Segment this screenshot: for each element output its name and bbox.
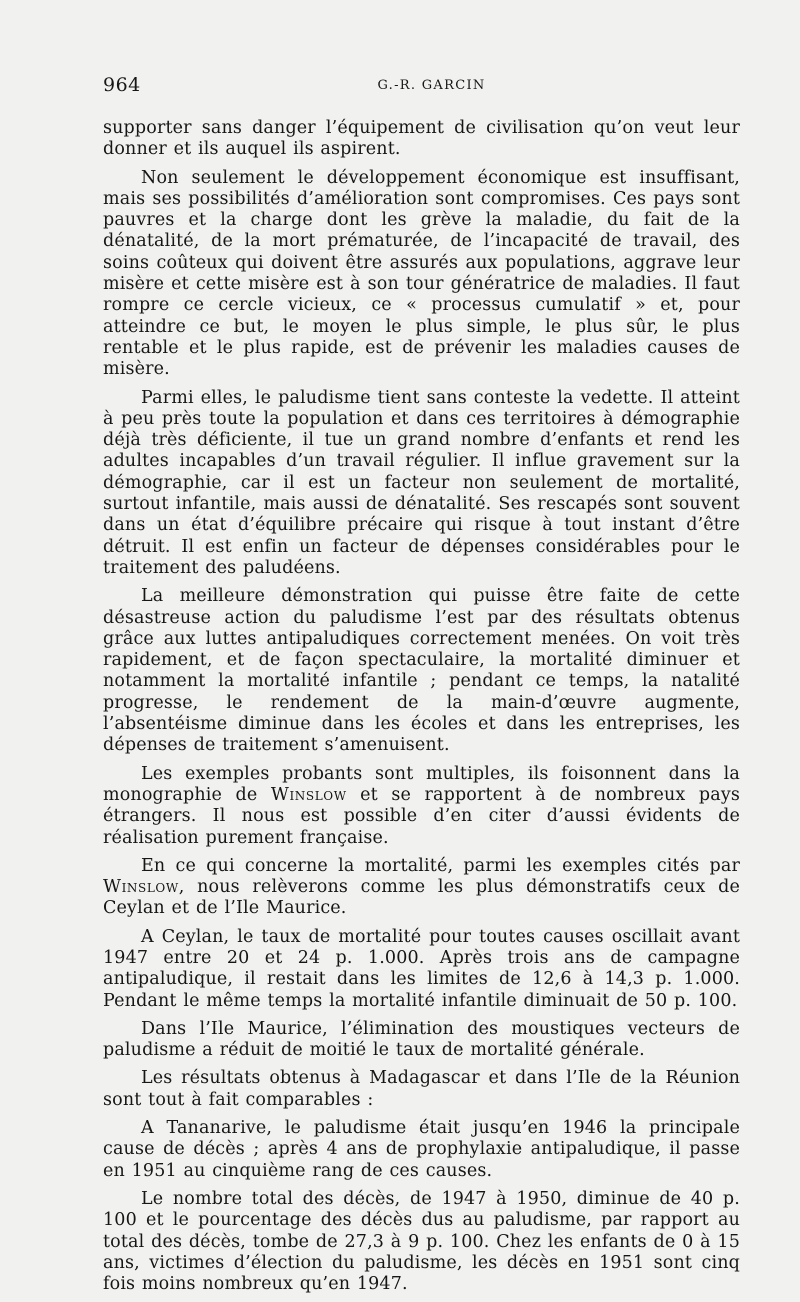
paragraph-text: A Tananarive, le paludisme était jusqu’en 1946 la principale cause de décès ; après 4 ans de prophylaxie antipaludique, il passe en 1951 au cinquième rang de ces causes. — [103, 1118, 740, 1181]
page — [103, 74, 740, 1302]
paragraph-8 — [103, 1019, 740, 1062]
paragraph-7 — [103, 927, 740, 1012]
paragraph-4 — [103, 586, 740, 756]
paragraph-9 — [103, 1068, 740, 1111]
author-citation: Winslow — [103, 877, 179, 898]
page-header — [103, 74, 740, 104]
body-text — [103, 118, 740, 1295]
paragraph-5 — [103, 764, 740, 849]
paragraph-text: Le nombre total des décès, de 1947 à 1950, diminue de 40 p. 100 et le pourcentage des décès dus au paludisme, par rapport au total des décès, tombe de 27,3 à 9 p. 100. Chez les enfants de 0 à 15 ans, victimes d’élection du paludisme, les décès en 1951 sont cinq fois moins nombreux qu’en 1947. — [103, 1188, 740, 1295]
paragraph-text: A Ceylan, le taux de mortalité pour toutes causes oscillait avant 1947 entre 20 et 24 p. 1.000. Après trois ans de campagne antipaludique, il restait dans les limites de 12,6 à 14,3 p. 1.000. Pendant le même temps la mortalité infantile diminuait de 50 p. 100. — [103, 926, 740, 1011]
page-number: 964 — [103, 74, 141, 96]
running-head: G.-R. GARCIN — [377, 78, 486, 93]
paragraph-6 — [103, 856, 740, 920]
paragraph-text: En ce qui concerne la mortalité, parmi les exemples cités par — [141, 855, 740, 876]
paragraph-text: Dans l’Ile Maurice, l’élimination des moustiques vecteurs de paludisme a réduit de moitié le taux de mortalité générale. — [103, 1018, 740, 1061]
paragraph-11 — [103, 1189, 740, 1295]
paragraph-text: supporter sans danger l’équipement de civilisation qu’on veut leur donner et ils auquel ils aspirent. — [103, 118, 740, 160]
author-citation: Winslow — [270, 784, 347, 805]
paragraph-1 — [103, 118, 740, 161]
paragraph-text: Les exemples probants sont multiples, ils foisonnent dans la monographie de — [103, 763, 740, 805]
paragraph-text: Les résultats obtenus à Madagascar et dans l’Ile de la Réunion sont tout à fait comparables : — [103, 1068, 740, 1110]
paragraph-10 — [103, 1118, 740, 1182]
paragraph-text: , nous relèverons comme les plus démonstratifs ceux de Ceylan et de l’Ile Maurice. — [103, 877, 740, 919]
paragraph-text: Non seulement le développement économique est insuffisant, mais ses possibilités d’amélioration sont compromises. Ces pays sont pauvres et la charge dont les grève la maladie, du fait de la dénatalité, de la mort prématurée, de l’incapacité de travail, des soins coûteux qui doivent être assurés aux populations, aggrave leur misère et cette misère est à son tour génératrice de maladies. Il faut rompre ce cercle vicieux, ce « processus cumulatif » et, pour atteindre ce but, le moyen le plus simple, le plus sûr, le plus rentable et le plus rapide, est de prévenir les maladies causes de misère. — [103, 167, 740, 380]
paragraph-3 — [103, 388, 740, 580]
paragraph-text: et se rapportent à de nombreux pays étrangers. Il nous est possible d’en citer d’aussi évidents de réalisation purement française. — [103, 784, 740, 848]
paragraph-2 — [103, 168, 740, 381]
paragraph-text: Parmi elles, le paludisme tient sans conteste la vedette. Il atteint à peu près toute la population et dans ces territoires à démographie déjà très déficiente, il tue un grand nombre d’enfants et rend les adultes incapables d’un travail régulier. Il influe gravement sur la démographie, car il est un facteur non seulement de mortalité, surtout infantile, mais aussi de dénatalité. Ses rescapés sont souvent dans un état d’équilibre précaire qui risque à tout instant d’être détruit. Il est enfin un facteur de dépenses considérables pour le traitement des paludéens. — [103, 387, 740, 578]
paragraph-text: La meilleure démonstration qui puisse être faite de cette désastreuse action du paludisme l’est par des résultats obtenus grâce aux luttes antipaludiques correctement menées. On voit très rapidement, et de façon spectaculaire, la mortalité diminuer et notamment la mortalité infantile ; pendant ce temps, la natalité progresse, le rendement de la main-d’œuvre augmente, l’absentéisme diminue dans les écoles et dans les entreprises, les dépenses de traitement s’amenuisent. — [103, 586, 740, 756]
